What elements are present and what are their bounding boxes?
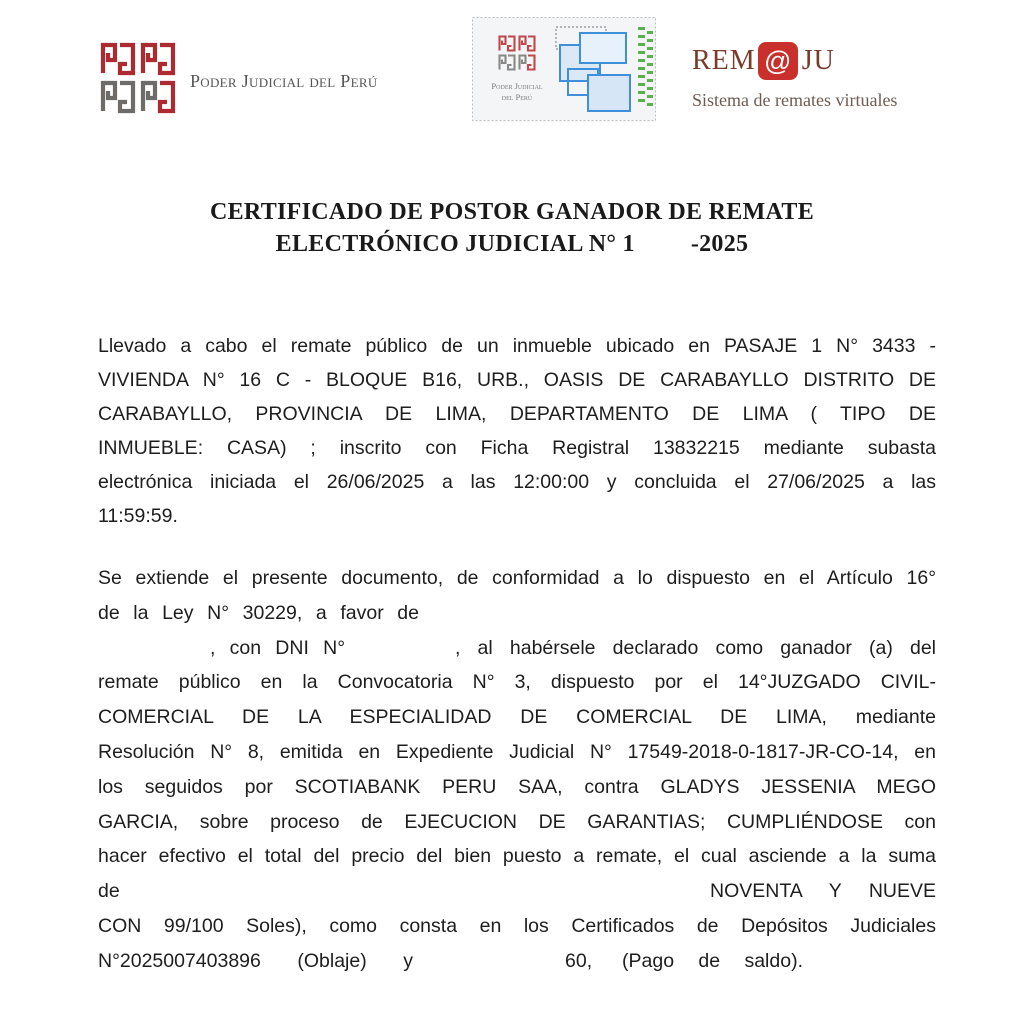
seal-caption-line-1: Poder Judicial	[491, 81, 543, 91]
paragraph-line: remate público en la Convocatoria N° 3, dispuesto por el 14°JUZGADO CIVIL-	[98, 671, 936, 694]
payment-balance-text: (Pago de saldo).	[622, 949, 803, 972]
winner-declaration-text: , al habérsele declarado como ganador (a) del	[455, 636, 936, 659]
dni-label-text: , con DNI N°	[210, 636, 345, 659]
paragraph-line: COMERCIAL DE LA ESPECIALIDAD DE COMERCIAL DE LIMA, mediante	[98, 706, 936, 729]
paragraph-line: Resolución N° 8, emitida en Expediente Judicial N° 17549-2018-0-1817-JR-CO-14, en	[98, 740, 936, 763]
pj-emblem-icon	[100, 42, 176, 114]
paragraph-line: los seguidos por SCOTIABANK PERU SAA, contra GLADYS JESSENIA MEGO	[98, 775, 936, 798]
remaju-logo	[692, 40, 942, 111]
paragraph-line: CARABAYLLO, PROVINCIA DE LIMA, DEPARTAMENTO DE LIMA ( TIPO DE	[98, 403, 936, 425]
document-title	[0, 196, 1024, 260]
paragraph-line	[98, 874, 936, 909]
redacted-number-gap	[635, 228, 691, 260]
favor-de-text: de la Ley N° 30229, a favor de	[98, 601, 419, 624]
paragraph-line: Se extiende el presente documento, de conformidad a lo dispuesto en el Artículo 16°	[98, 567, 936, 589]
remaju-wordmark	[692, 40, 942, 82]
deposit-certificate-suffix: 60,	[565, 949, 593, 972]
paragraph-certificate-terms	[98, 561, 936, 979]
sum-prefix-text: de	[98, 880, 120, 903]
remaju-tagline: Sistema de remates virtuales	[692, 90, 898, 110]
remaju-ju-text: JU	[801, 45, 835, 76]
paragraph-line: electrónica iniciada el 26/06/2025 a las 12:00:00 y concluida el 27/06/2025 a las	[98, 471, 936, 493]
remaju-at-icon: @	[758, 42, 798, 80]
paragraph-line	[98, 631, 936, 666]
paragraph-line: INMUEBLE: CASA) ; inscrito con Ficha Registral 13832215 mediante subasta	[98, 437, 936, 459]
paragraph-line: 11:59:59.	[98, 505, 178, 527]
title-line-2	[0, 228, 1024, 260]
seal-image	[472, 17, 656, 121]
deposit-certificate-oblaje: N°2025007403896 (Oblaje) y	[98, 949, 413, 972]
title-line-2-year: -2025	[690, 231, 749, 257]
paragraph-line	[98, 944, 936, 979]
paragraph-line	[98, 596, 936, 631]
paragraph-line: GARCIA, sobre proceso de EJECUCION DE GARANTIAS; CUMPLIÉNDOSE con	[98, 810, 936, 833]
paragraph-line: Llevado a cabo el remate público de un inmueble ubicado en PASAJE 1 N° 3433 -	[98, 335, 936, 357]
seal-caption-line-2: del Perú	[501, 92, 533, 102]
paragraph-auction-details	[98, 329, 936, 533]
title-line-2-number: ELECTRÓNICO JUDICIAL N° 1	[275, 231, 635, 257]
sum-amount-text: NOVENTA Y NUEVE	[710, 880, 936, 903]
paragraph-line: CON 99/100 Soles), como consta en los Certificados de Depósitos Judiciales	[98, 914, 936, 937]
paragraph-line: hacer efectivo el total del precio del bien puesto a remate, el cual asciende a la suma	[98, 845, 936, 868]
pj-institution-name: Poder Judicial del Perú	[190, 71, 378, 91]
title-line-1: CERTIFICADO DE POSTOR GANADOR DE REMATE	[209, 199, 815, 225]
paragraph-line: VIVIENDA N° 16 C - BLOQUE B16, URB., OASIS DE CARABAYLLO DISTRITO DE	[98, 369, 936, 391]
remaju-rem-text: REM	[692, 45, 756, 76]
